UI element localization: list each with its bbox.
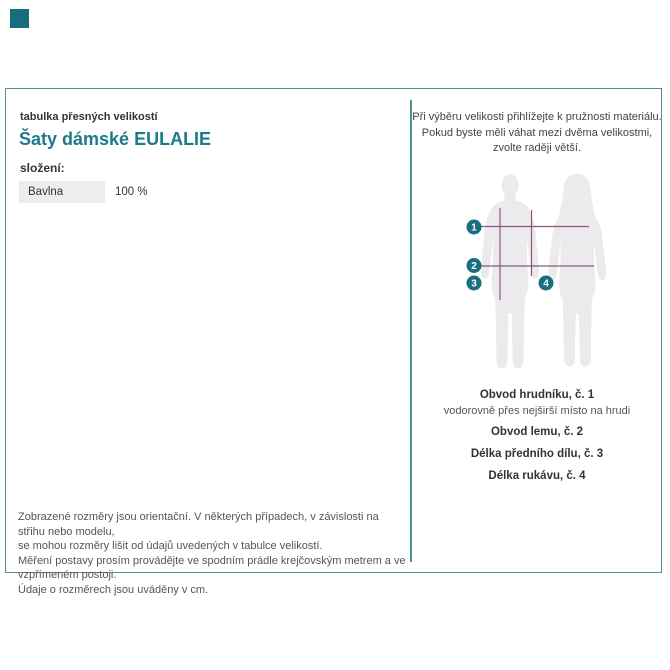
- sizing-advice-line: Při výběru velikosti přihlížejte k pružnosti materiálu.: [412, 111, 662, 123]
- measurement-label-1: Obvod hrudníku, č. 1: [479, 389, 595, 401]
- measurement-legend: [412, 388, 662, 485]
- panel-divider: [410, 100, 412, 562]
- marker-3-number: 3: [471, 278, 477, 290]
- disclaimer-line: se mohou rozměry lišit od údajů uvedených v tabulce velikostí.: [18, 540, 323, 552]
- marker-4-number: 4: [543, 278, 549, 290]
- marker-2-number: 2: [471, 261, 477, 272]
- disclaimer-line: Zobrazené rozměry jsou orientační. V některých případech, v závislosti na střihu nebo modelu,: [18, 511, 379, 538]
- material-name-cell: Bavlna: [19, 181, 105, 203]
- disclaimer-line: Údaje o rozměrech jsou uváděny v cm.: [18, 583, 209, 596]
- measurement-note-1: vodorovně přes nejširší místo na hrudi: [443, 405, 631, 417]
- composition-label: složení:: [20, 161, 65, 175]
- back-silhouette: [548, 174, 606, 367]
- sizing-advice-text: [412, 110, 662, 157]
- sizing-advice-line: Pokud byste měli váhat mezi dvěma velikostmi,: [421, 126, 653, 139]
- front-silhouette: [481, 174, 539, 369]
- measurement-label-4: Délka rukávu, č. 4: [488, 470, 586, 482]
- table-caption: tabulka přesných velikostí: [20, 111, 158, 123]
- disclaimer-text: [18, 510, 408, 597]
- body-measurement-diagram: [450, 165, 635, 375]
- material-percent-value: 100 %: [115, 186, 148, 198]
- disclaimer-line: Měření postavy prosím provádějte ve spodním prádle krejčovským metrem a ve vzpřímeném postoji.: [18, 554, 406, 581]
- product-title: Šaty dámské EULALIE: [19, 129, 212, 149]
- measurement-label-3: Délka předního dílu, č. 3: [470, 448, 604, 460]
- measurement-label-2: Obvod lemu, č. 2: [490, 426, 584, 438]
- brand-logo-square: [10, 9, 29, 28]
- sizing-advice-line: zvolte raději větší.: [492, 142, 582, 154]
- marker-1-number: 1: [471, 222, 477, 234]
